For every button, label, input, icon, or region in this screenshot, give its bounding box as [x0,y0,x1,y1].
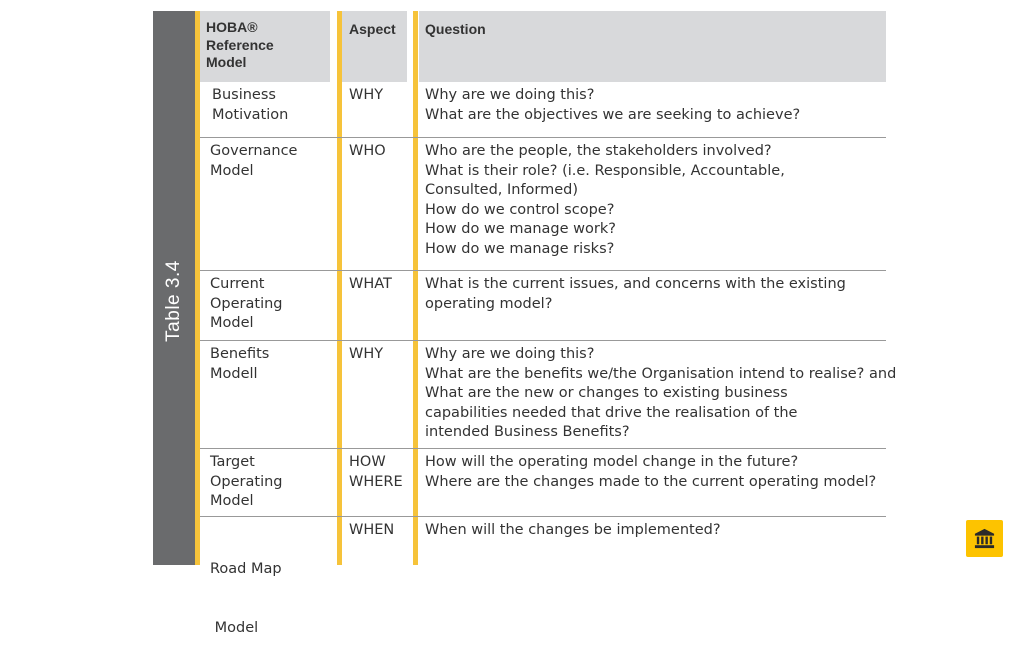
aspect-cell [349,345,383,365]
model-cell [210,453,283,512]
model-line: Operating [210,473,283,490]
column-divider-3 [413,11,418,565]
aspect-line: WHERE [349,473,403,490]
question-line: Who are the people, the stakeholders involved? [425,143,772,159]
header-question: Question [425,21,486,37]
question-cell [425,521,721,541]
bank-icon [973,527,996,550]
row-separator [200,270,886,271]
model-line: Model [210,162,254,179]
header-model-line: Model [206,54,247,70]
aspect-cell [349,142,386,162]
question-line: How do we manage work? [425,221,616,237]
question-line: What is the current issues, and concerns with the existing [425,276,846,292]
header-model-line: Reference [206,36,274,53]
question-line: Why are we doing this? [425,346,595,362]
model-cell [210,345,269,384]
model-line: Benefits [210,346,270,362]
question-line: What are the new or changes to existing business [425,385,788,401]
row-separator [200,516,886,517]
aspect-cell [349,453,403,492]
model-line: Motivation [212,106,289,123]
row-separator [200,137,886,138]
model-line: Model [210,493,254,509]
model-line: Model [210,315,254,331]
question-cell [425,86,800,125]
column-divider-2 [337,11,342,565]
model-line: Current [210,276,265,292]
question-line: Consulted, Informed) [425,182,579,198]
question-line: What are the benefits we/the Organisation intend to realise? and [425,365,897,382]
table-number-label: Table 3.4 [163,260,184,342]
header-aspect: Aspect [349,21,396,37]
model-cell [212,86,288,125]
bank-logo[interactable] [966,520,1003,557]
model-line: Operating [210,295,283,312]
aspect-cell [349,521,394,541]
model-cell [210,142,297,181]
row-separator [200,448,886,449]
model-cell [210,521,282,658]
header-question-bg [419,11,886,82]
question-line: Why are we doing this? [425,87,595,103]
question-cell [425,142,785,259]
model-line: Governance [210,143,298,159]
model-line: Model [210,619,259,636]
aspect-line: WHEN [349,522,395,538]
model-cell [210,275,283,334]
model-line: Road Map [210,561,282,577]
question-cell [425,453,876,492]
question-cell [425,275,846,314]
aspect-line: WHY [349,346,384,362]
question-line: intended Business Benefits? [425,424,630,440]
aspect-cell [349,86,383,106]
table-number-sidebar [153,11,195,565]
model-line: Business [212,87,276,103]
model-line: Modell [210,365,258,382]
question-line: How do we control scope? [425,201,615,218]
column-divider-1 [195,11,200,565]
question-line: How will the operating model change in the future? [425,454,799,470]
question-line: What are the objectives we are seeking to achieve? [425,106,801,123]
header-model [206,19,274,72]
row-separator [200,340,886,341]
aspect-cell [349,275,392,295]
aspect-line: HOW [349,454,386,470]
question-line: What is their role? (i.e. Responsible, Accountable, [425,162,785,179]
question-line: When will the changes be implemented? [425,522,721,538]
question-line: operating model? [425,295,553,312]
aspect-line: WHAT [349,276,392,292]
question-line: Where are the changes made to the current operating model? [425,473,877,490]
question-line: How do we manage risks? [425,240,615,257]
model-line: Target [210,454,255,470]
question-line: capabilities needed that drive the realisation of the [425,404,798,421]
aspect-line: WHO [349,143,386,159]
aspect-line: WHY [349,87,384,103]
question-cell [425,345,896,443]
header-model-line: HOBA® [206,19,258,35]
